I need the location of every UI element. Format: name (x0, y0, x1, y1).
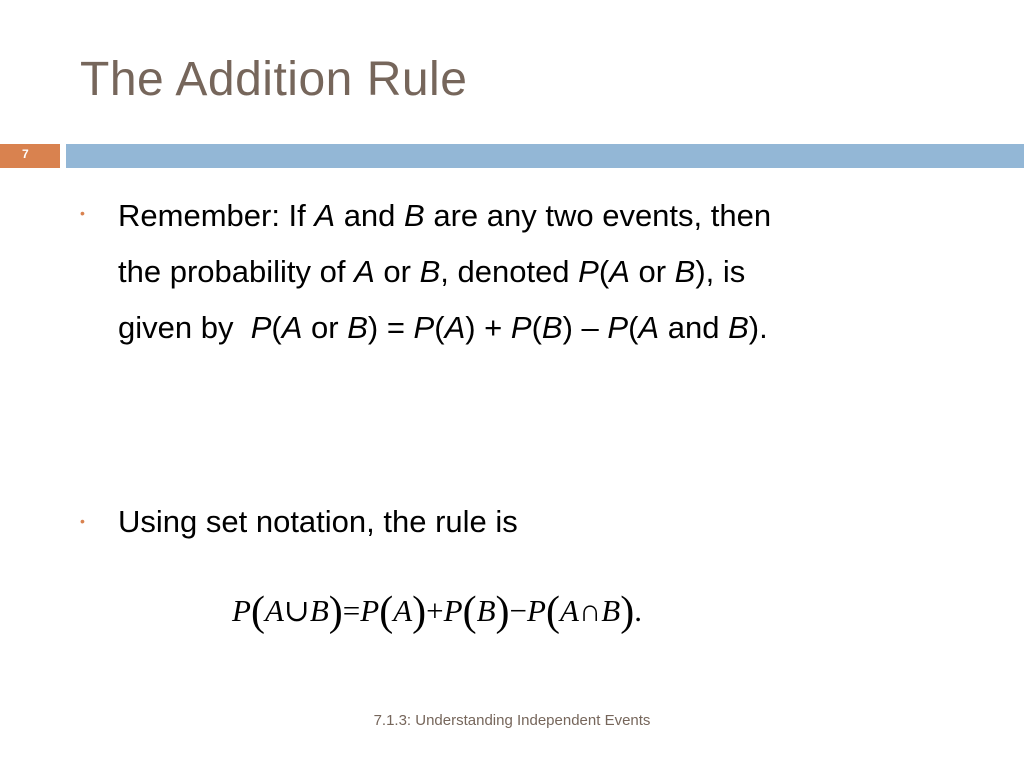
text-run: and (659, 310, 729, 345)
variable: P (413, 310, 435, 345)
variable: A (281, 310, 303, 345)
text-run: and (335, 198, 405, 233)
union-symbol: ∪ (283, 593, 310, 628)
variable: B (674, 254, 696, 289)
set-notation-formula (232, 588, 642, 636)
formula-symbol: − (509, 593, 527, 628)
variable: A (638, 310, 660, 345)
text-run: or (629, 254, 675, 289)
formula-paren: ) (412, 589, 427, 635)
formula-paren: ( (379, 589, 394, 635)
formula-symbol: A (264, 593, 284, 628)
formula-symbol: P (360, 593, 380, 628)
formula-symbol: = (342, 593, 361, 628)
variable: B (541, 310, 563, 345)
variable: P (250, 310, 272, 345)
variable: P (578, 254, 599, 289)
text-run: ( (434, 310, 445, 345)
variable: B (404, 198, 425, 233)
formula-symbol: + (426, 593, 444, 628)
text-run: or (302, 310, 348, 345)
formula-paren: ( (462, 589, 477, 635)
text-run: or (374, 254, 420, 289)
text-run: ). (748, 310, 768, 345)
text-run: are any two events, then (424, 198, 772, 233)
formula-paren: ) (620, 589, 635, 635)
formula-paren: ) (328, 589, 343, 635)
variable: P (607, 310, 629, 345)
header-accent-bar (66, 144, 1024, 168)
variable: A (354, 254, 375, 289)
text-run: ( (271, 310, 282, 345)
formula-symbol: A (559, 593, 579, 628)
slide-number-badge (0, 144, 60, 168)
variable: A (314, 198, 336, 233)
formula-symbol: A (393, 593, 413, 628)
variable: B (347, 310, 368, 345)
text-run: given by (118, 310, 251, 345)
text-run: ) + (465, 310, 511, 345)
variable: B (728, 310, 749, 345)
formula-symbol: . (634, 593, 642, 628)
bullet-dot-icon: • (80, 205, 85, 221)
formula-symbol: B (601, 593, 621, 628)
formula-symbol: P (232, 593, 251, 628)
bullet-1-line-3 (118, 300, 938, 356)
slide-footer: 7.1.3: Understanding Independent Events (373, 712, 651, 729)
variable: A (609, 254, 630, 289)
formula-symbol: P (443, 593, 463, 628)
text-run: the probability of (118, 254, 355, 289)
variable: B (419, 254, 441, 289)
text-run: ( (531, 310, 542, 345)
formula-paren: ( (250, 589, 265, 635)
formula-paren: ( (545, 589, 560, 635)
bullet-dot-icon: • (80, 513, 85, 529)
formula-symbol: P (527, 593, 546, 628)
bullet-2-text: Using set notation, the rule is (118, 504, 518, 539)
variable: P (510, 310, 532, 345)
bullet-1-text (118, 188, 938, 356)
text-run: ) = (367, 310, 414, 345)
text-run: ( (628, 310, 639, 345)
variable: A (444, 310, 466, 345)
bullet-1-line-1 (118, 188, 938, 244)
slide-title: The Addition Rule (80, 53, 468, 106)
intersection-symbol: ∩ (578, 593, 602, 628)
slide-number: 7 (22, 147, 29, 161)
text-run: ), is (695, 254, 746, 289)
bullet-1-line-2 (118, 244, 938, 300)
text-run: ) – (562, 310, 608, 345)
formula-paren: ) (495, 589, 510, 635)
text-run: ( (598, 254, 610, 289)
text-run: , denoted (440, 254, 579, 289)
text-run: Remember: If (118, 198, 315, 233)
formula-symbol: B (309, 593, 329, 628)
formula-symbol: B (476, 593, 496, 628)
